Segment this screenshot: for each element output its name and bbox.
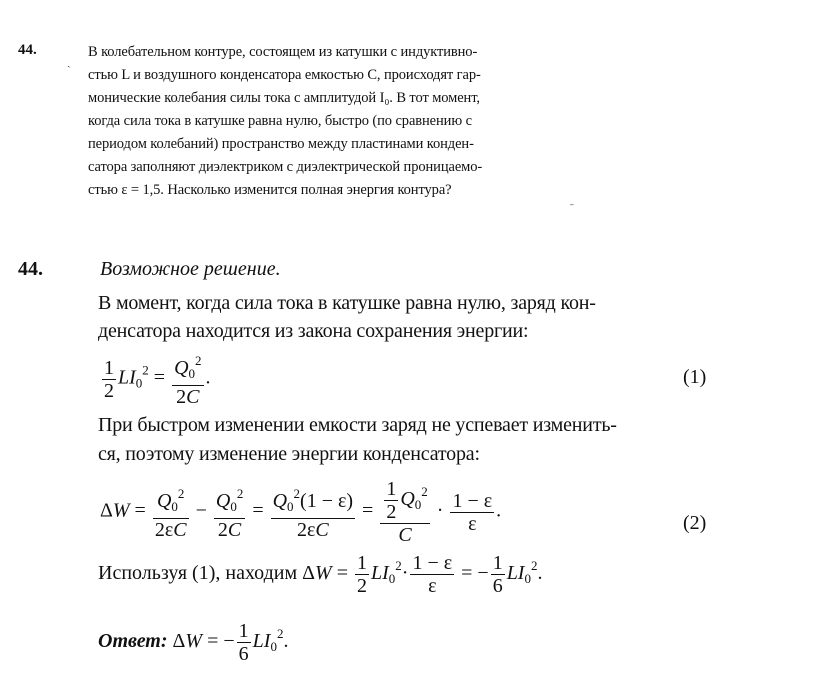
solution-heading: Возможное решение. (100, 258, 281, 280)
scan-mark: ˗ (570, 198, 574, 210)
equation-3: Используя (1), находим ΔW = $\frac{1}{2}$ $LI_0^2\cdot$ $\frac{1 - \varepsilon}{\varepsilon}$ = − $\frac{1}{6}$ $LI_0^2$. (98, 552, 543, 597)
problem-line-6: сатора заполняют диэлектриком с диэлектрической проницаемо- (88, 159, 483, 175)
problem-line-3: монические колебания силы тока с амплитудой I₀. В тот момент, (88, 90, 480, 106)
solution-para1-line2: денсатора находится из закона сохранения энергии: (98, 320, 529, 342)
using-text: Используя (1), находим (98, 562, 298, 585)
solution-para2-line1: При быстром изменении емкости заряд не успевает изменить- (98, 414, 617, 436)
problem-line-1: В колебательном контуре, состоящем из катушки с индуктивно- (88, 44, 478, 60)
problem-number: 44. (18, 42, 37, 58)
equation-1-label: (1) (683, 366, 707, 388)
problem-line-2: стью L и воздушного конденсатора емкостью C, происходят гар- (88, 67, 481, 83)
equation-2-label: (2) (683, 512, 707, 534)
equation-1: $\frac{1}{2}$ $LI_0^2$ = $\frac{Q_0^2}{2C}$ . (100, 350, 211, 408)
answer: Ответ: ΔW = − $\frac{1}{6}$ $LI_0^2$. (98, 620, 289, 665)
problem-line-5: периодом колебаний) пространство между пластинами конден- (88, 136, 474, 152)
answer-label: Ответ: (98, 630, 168, 653)
solution-number: 44. (18, 258, 43, 280)
problem-line-7: стью ε = 1,5. Насколько изменится полная энергия контура? (88, 182, 452, 198)
equation-2: ΔW = $\frac{Q_0^2}{2\varepsilon C}$ − $\frac{Q_0^2}{2C}$ = $\frac{Q_0^2(1 - \varepsilon)}{2\varepsilon C}$ = $\frac{1}{2}$ $Q_0^2$ C · $\frac{1 - \varepsilon}{\varepsilon}$ . (100, 478, 502, 546)
solution-para2-line2: ся, поэтому изменение энергии конденсатора: (98, 443, 480, 465)
solution-para1-line1: В момент, когда сила тока в катушке равна нулю, заряд кон- (98, 292, 596, 314)
scan-mark: ˎ (67, 56, 71, 68)
problem-line-4: когда сила тока в катушке равна нулю, быстро (по сравнению с (88, 113, 472, 129)
